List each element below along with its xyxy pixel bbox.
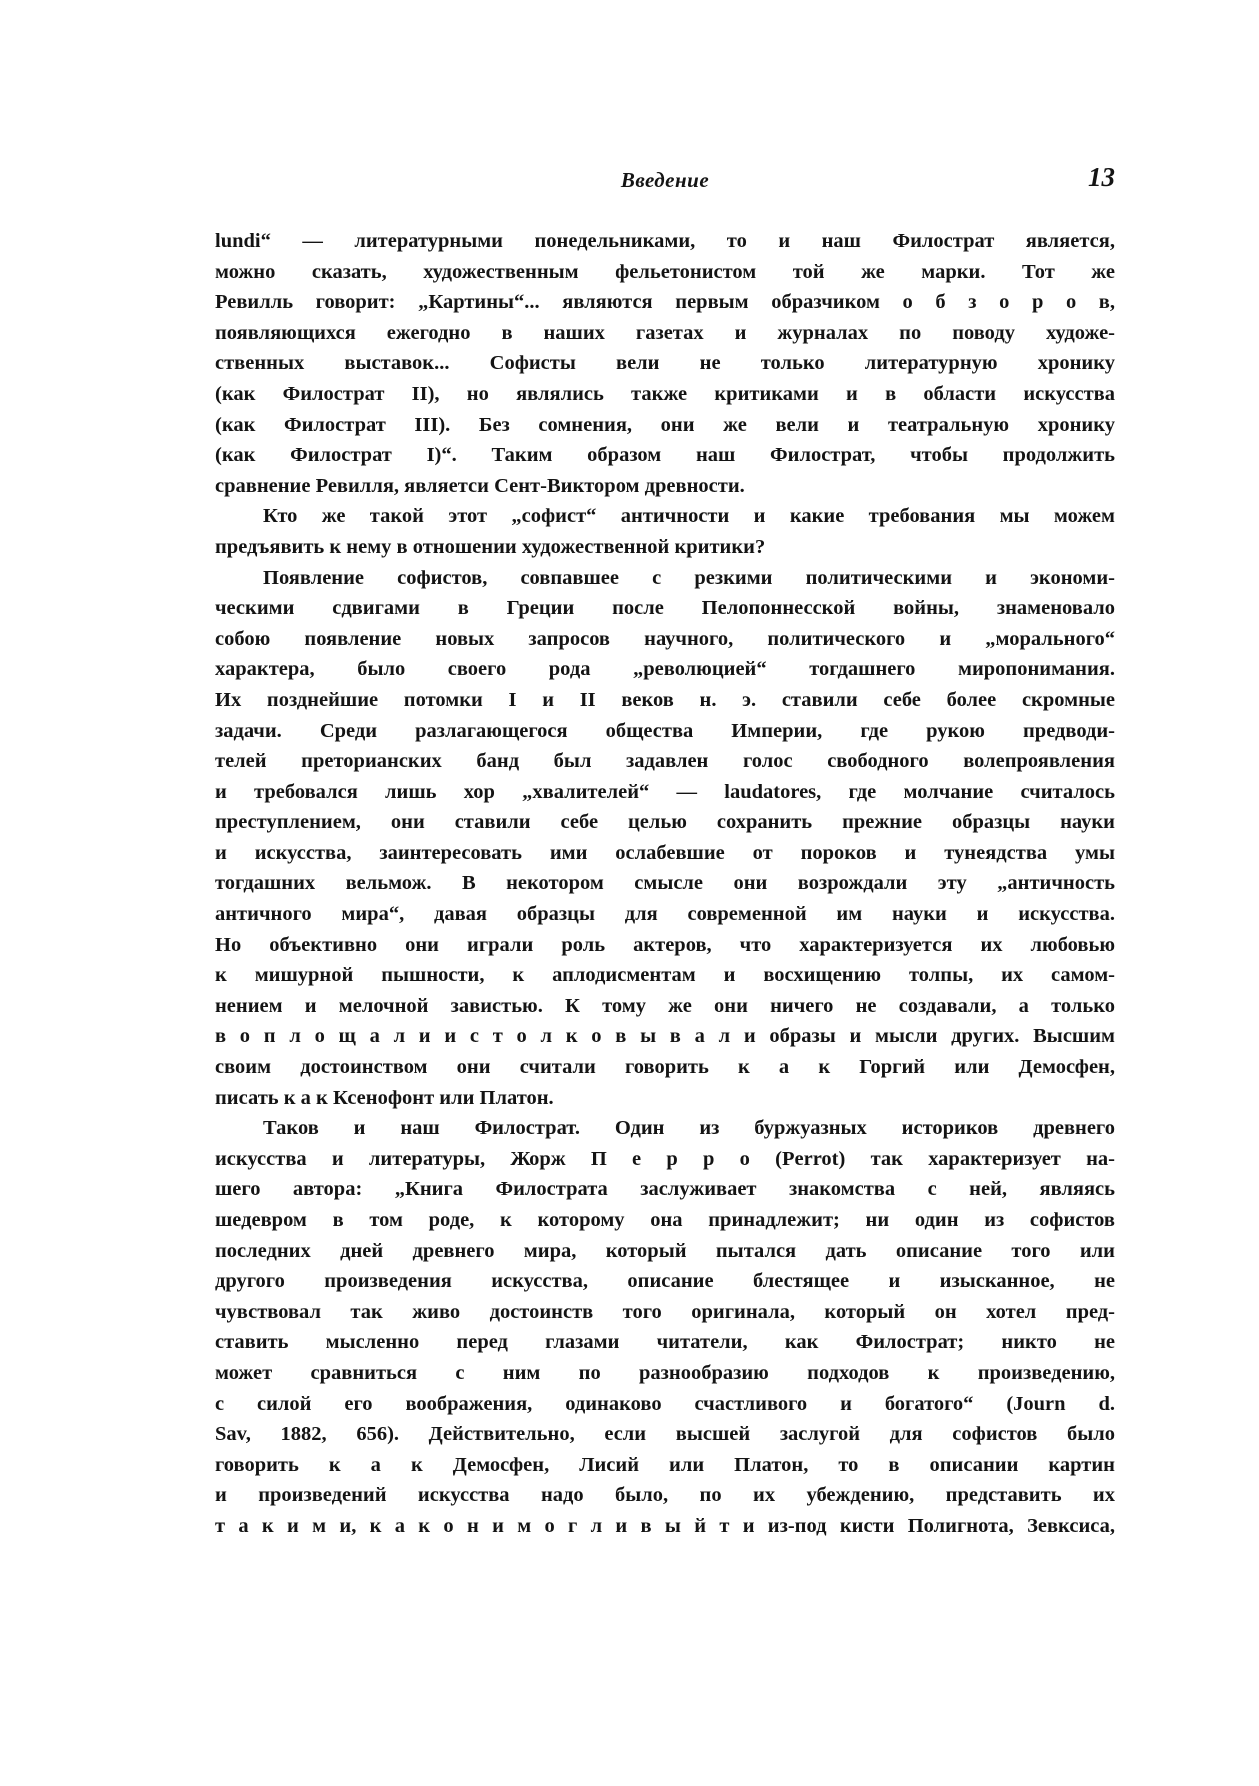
text-line: характера, было своего рода „революцией“ тогдашнего миропонимания.	[215, 658, 1115, 681]
text-line: появляющихся ежегодно в наших газетах и журналах по поводу художе-	[215, 321, 1115, 344]
text-line: в о п л о щ а л и и с т о л к о в ы в а л и образы и мысли других. Высшим	[215, 1025, 1115, 1048]
text-line: и требовался лишь хор „хвалителей“ — laudatores, где молчание считалось	[215, 780, 1115, 803]
text-line: и произведений искусства надо было, по их убеждению, представить их	[215, 1484, 1115, 1507]
running-title: Введение	[620, 168, 710, 192]
text-line: ставить мысленно перед глазами читатели, как Филострат; никто не	[215, 1331, 1115, 1354]
text-line: можно сказать, художественным фельетонистом той же марки. Тот же	[215, 260, 1115, 283]
text-line: может сравниться с ним по разнообразию подходов к произведению,	[215, 1361, 1115, 1384]
text-line: Но объективно они играли роль актеров, что характеризуется их любовью	[215, 933, 1115, 956]
text-line: говорить к а к Демосфен, Лисий или Платон, то в описании картин	[215, 1453, 1115, 1476]
text-line: шего автора: „Книга Филострата заслуживает знакомства с ней, являясь	[215, 1178, 1115, 1201]
text-line: преступлением, они ставили себе целью сохранить прежние образцы науки	[215, 811, 1115, 834]
text-line: своим достоинством они считали говорить к а к Горгий или Демосфен,	[215, 1056, 1115, 1079]
text-line: чувствовал так живо достоинств того оригинала, который он хотел пред-	[215, 1300, 1115, 1323]
text-line: другого произведения искусства, описание блестящее и изысканное, не	[215, 1270, 1115, 1293]
text-line: Их позднейшие потомки I и II веков н. э. ставили себе более скромные	[215, 688, 1115, 711]
text-line: шедевром в том роде, к которому она принадлежит; ни один из софистов	[215, 1209, 1115, 1231]
text-line: (как Филострат I)“. Таким образом наш Филострат, чтобы продолжить	[215, 444, 1115, 467]
text-line: искусства и литературы, Жорж П е р р о (Perrot) так характеризует на-	[215, 1147, 1115, 1170]
text-line: и искусства, заинтересовать ими ослабевшие от пороков и тунеядства умы	[215, 841, 1115, 864]
text-line: Таков и наш Филострат. Один из буржуазных историков древнего	[263, 1117, 1115, 1140]
text-line: задачи. Среди разлагающегося общества Империи, где рукою предводи-	[215, 719, 1115, 742]
text-line: собою появление новых запросов научного, политического и „морального“	[215, 627, 1115, 650]
text-line: (как Филострат II), но являлись также критиками и в области искусства	[215, 382, 1115, 405]
text-line: нением и мелочной завистью. К тому же они ничего не создавали, а только	[215, 994, 1115, 1017]
text-line: предъявить к нему в отношении художественной критики?	[215, 535, 766, 558]
text-line: т а к и м и, к а к о н и м о г л и в ы й т и из-под кисти Полигнота, Зевксиса,	[215, 1514, 1115, 1537]
text-line: телей преторианских банд был задавлен голос свободного волепроявления	[215, 750, 1115, 773]
body-text	[215, 226, 1115, 1542]
text-line: (как Филострат III). Без сомнения, они же вели и театральную хронику	[215, 413, 1115, 436]
text-line: Sav, 1882, 656). Действительно, если высшей заслугой для софистов было	[215, 1423, 1115, 1446]
text-line: писать к а к Ксенофонт или Платон.	[215, 1086, 554, 1109]
text-line: Кто же такой этот „софист“ античности и какие требования мы можем	[263, 505, 1115, 528]
text-line: ческими сдвигами в Греции после Пелопоннесской войны, знаменовало	[215, 597, 1115, 620]
text-line: сравнение Ревилля, являетси Сент-Виктором древности.	[215, 474, 745, 497]
page-header	[215, 162, 1115, 208]
text-line: последних дней древнего мира, который пытался дать описание того или	[215, 1239, 1115, 1262]
text-line: ственных выставок... Софисты вели не только литературную хронику	[215, 352, 1115, 375]
text-line: античного мира“, давая образцы для современной им науки и искусства.	[215, 903, 1115, 926]
page-number: 13	[1088, 162, 1115, 192]
text-line: lundi“ — литературными понедельниками, то и наш Филострат является,	[215, 230, 1115, 252]
text-line: тогдашних вельмож. В некотором смысле они возрождали эту „античность	[215, 872, 1115, 895]
text-line: Ревилль говорит: „Картины“... являются первым образчиком о б з о р о в,	[215, 291, 1115, 314]
text-line: Появление софистов, совпавшее с резкими политическими и экономи-	[263, 566, 1115, 589]
text-line: к мишурной пышности, к аплодисментам и восхищению толпы, их самом-	[215, 964, 1115, 987]
text-line: с силой его воображения, одинаково счастливого и богатого“ (Journ d.	[215, 1392, 1115, 1415]
